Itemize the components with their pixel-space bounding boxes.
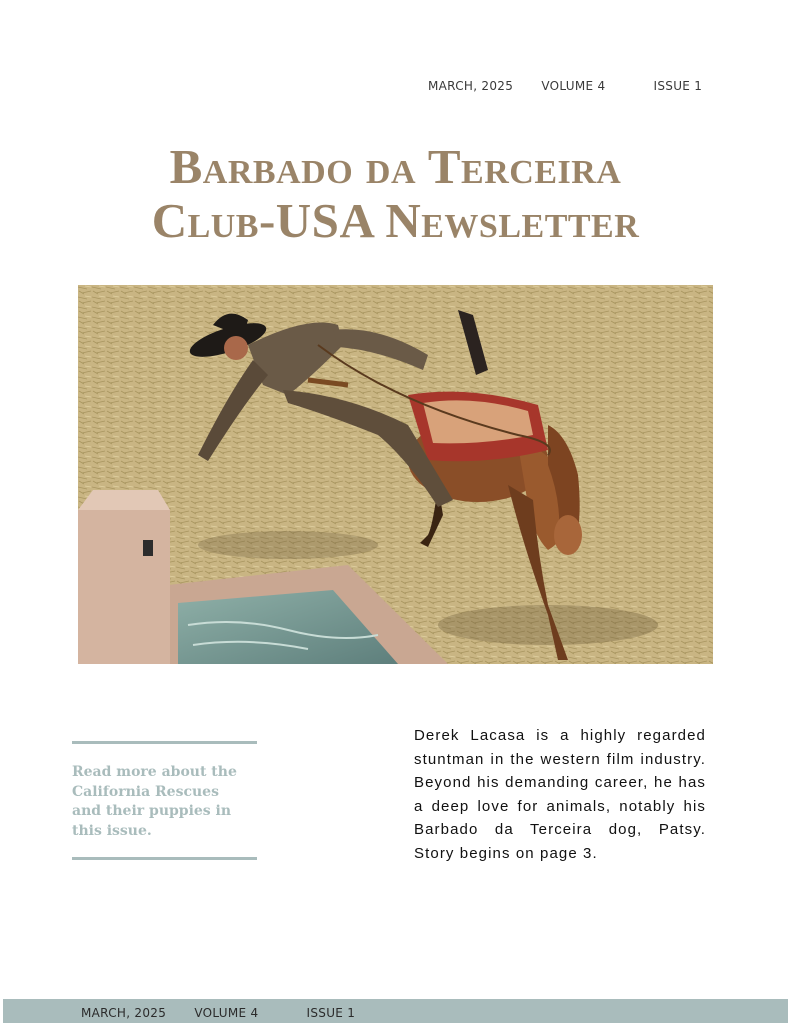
footer-date: MARCH, 2025 <box>81 1006 167 1020</box>
newsletter-title <box>0 140 791 248</box>
callout-text: Read more about the California Rescues and their puppies in this issue. <box>72 764 237 839</box>
footer-meta <box>81 1006 355 1020</box>
title-line-1: Barbado da Terceira <box>169 139 622 194</box>
header-issue: ISSUE 1 <box>653 79 703 93</box>
hero-photo <box>78 285 713 664</box>
title-line-2: Club-USA Newsletter <box>151 193 640 248</box>
header-volume: VOLUME 4 <box>541 79 606 93</box>
header-date: MARCH, 2025 <box>428 79 514 93</box>
cowboy-stunt-photo-icon <box>78 285 713 664</box>
callout-bottom-rule <box>72 857 257 860</box>
story-teaser: Derek Lacasa is a highly regarded stuntman in the western film industry. Beyond his demanding career, he has a deep love for animals, notably his Barbado da Terceira dog, Patsy. Story begins on page 3. <box>414 727 706 862</box>
footer-volume: VOLUME 4 <box>194 1006 259 1020</box>
callout-top-rule <box>72 741 257 744</box>
header-meta <box>428 79 702 93</box>
footer-issue: ISSUE 1 <box>306 1006 356 1020</box>
